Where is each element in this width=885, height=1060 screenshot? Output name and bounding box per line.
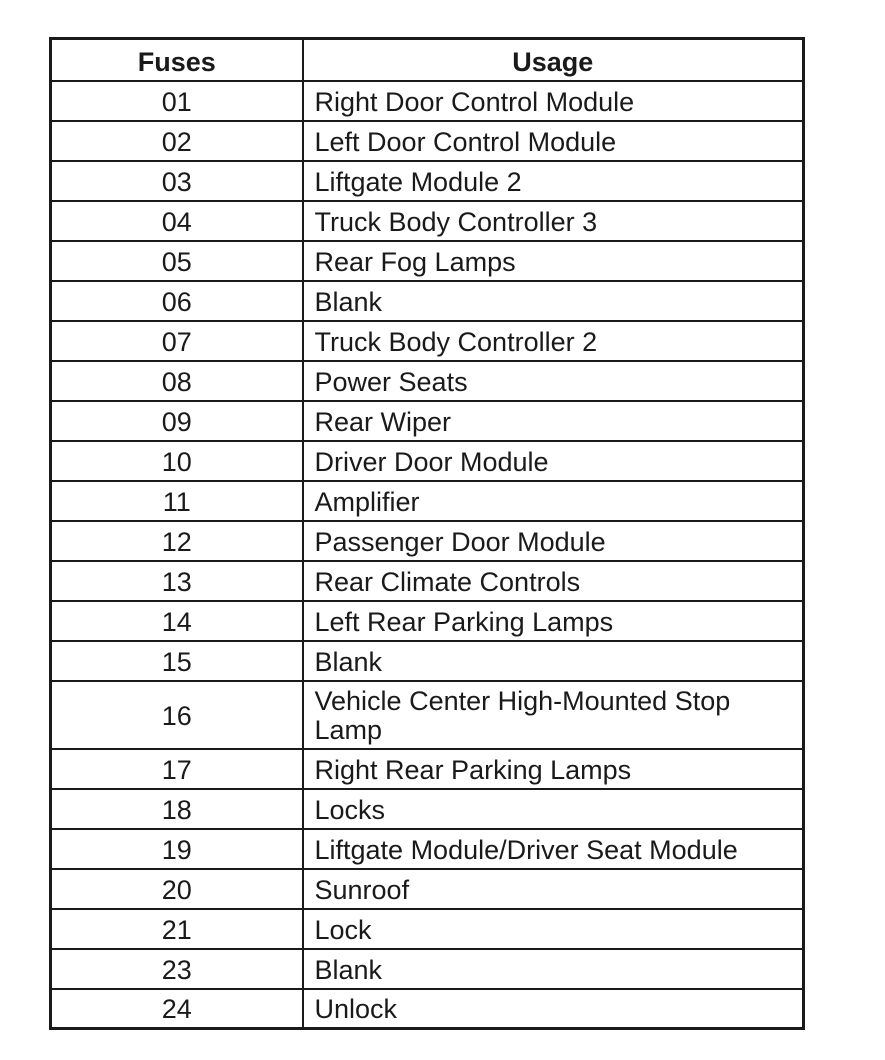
- table-row: [51, 869, 804, 909]
- fuse-number-cell: 19: [51, 829, 303, 869]
- table-row: [51, 829, 804, 869]
- column-header-usage: Usage: [303, 39, 804, 81]
- fuse-usage-cell: Lock: [303, 909, 804, 949]
- table-row: [51, 681, 804, 749]
- column-header-fuses: Fuses: [51, 39, 303, 81]
- fuse-number-cell: 02: [51, 121, 303, 161]
- table-row: [51, 481, 804, 521]
- table-header-row: [51, 39, 804, 81]
- fuse-usage-cell: Rear Climate Controls: [303, 561, 804, 601]
- fuse-usage-cell: Passenger Door Module: [303, 521, 804, 561]
- fuse-usage-cell: Truck Body Controller 3: [303, 201, 804, 241]
- table-row: [51, 749, 804, 789]
- fuse-number-cell: 12: [51, 521, 303, 561]
- fuse-number-cell: 04: [51, 201, 303, 241]
- table-row: [51, 561, 804, 601]
- table-row: [51, 601, 804, 641]
- table-row: [51, 361, 804, 401]
- table-row: [51, 321, 804, 361]
- fuse-number-cell: 10: [51, 441, 303, 481]
- fuse-number-cell: 11: [51, 481, 303, 521]
- table-row: [51, 441, 804, 481]
- fuse-usage-cell: Left Rear Parking Lamps: [303, 601, 804, 641]
- fuse-usage-cell: Liftgate Module/Driver Seat Module: [303, 829, 804, 869]
- fuse-usage-cell: Rear Fog Lamps: [303, 241, 804, 281]
- fuse-number-cell: 16: [51, 681, 303, 749]
- table-row: [51, 201, 804, 241]
- table-row: [51, 521, 804, 561]
- fuse-usage-cell: Liftgate Module 2: [303, 161, 804, 201]
- fuse-usage-table: [49, 37, 805, 1030]
- fuse-usage-cell: Right Rear Parking Lamps: [303, 749, 804, 789]
- table-row: [51, 909, 804, 949]
- fuse-usage-cell: Sunroof: [303, 869, 804, 909]
- fuse-number-cell: 17: [51, 749, 303, 789]
- fuse-usage-cell: Vehicle Center High-Mounted Stop Lamp: [303, 681, 804, 749]
- fuse-number-cell: 07: [51, 321, 303, 361]
- fuse-usage-cell: Blank: [303, 641, 804, 681]
- fuse-number-cell: 06: [51, 281, 303, 321]
- fuse-number-cell: 01: [51, 81, 303, 121]
- fuse-usage-cell: Blank: [303, 281, 804, 321]
- fuse-usage-cell: Driver Door Module: [303, 441, 804, 481]
- fuse-number-cell: 05: [51, 241, 303, 281]
- fuse-usage-cell: Rear Wiper: [303, 401, 804, 441]
- table-row: [51, 121, 804, 161]
- fuse-number-cell: 15: [51, 641, 303, 681]
- fuse-number-cell: 03: [51, 161, 303, 201]
- fuse-number-cell: 13: [51, 561, 303, 601]
- fuse-number-cell: 08: [51, 361, 303, 401]
- table-row: [51, 401, 804, 441]
- fuse-usage-cell: Right Door Control Module: [303, 81, 804, 121]
- table-row: [51, 81, 804, 121]
- table-row: [51, 641, 804, 681]
- fuse-usage-cell: Locks: [303, 789, 804, 829]
- fuse-usage-cell: Power Seats: [303, 361, 804, 401]
- fuse-number-cell: 20: [51, 869, 303, 909]
- fuse-number-cell: 23: [51, 949, 303, 989]
- fuse-number-cell: 14: [51, 601, 303, 641]
- fuse-usage-cell: Unlock: [303, 989, 804, 1029]
- table-row: [51, 949, 804, 989]
- fuse-usage-cell: Left Door Control Module: [303, 121, 804, 161]
- table-row: [51, 789, 804, 829]
- fuse-number-cell: 24: [51, 989, 303, 1029]
- table-row: [51, 241, 804, 281]
- fuse-number-cell: 18: [51, 789, 303, 829]
- fuse-number-cell: 21: [51, 909, 303, 949]
- table-row: [51, 989, 804, 1029]
- table-row: [51, 161, 804, 201]
- fuse-usage-cell: Amplifier: [303, 481, 804, 521]
- fuse-number-cell: 09: [51, 401, 303, 441]
- fuse-usage-cell: Truck Body Controller 2: [303, 321, 804, 361]
- fuse-usage-cell: Blank: [303, 949, 804, 989]
- table-row: [51, 281, 804, 321]
- table-body: [51, 81, 804, 1029]
